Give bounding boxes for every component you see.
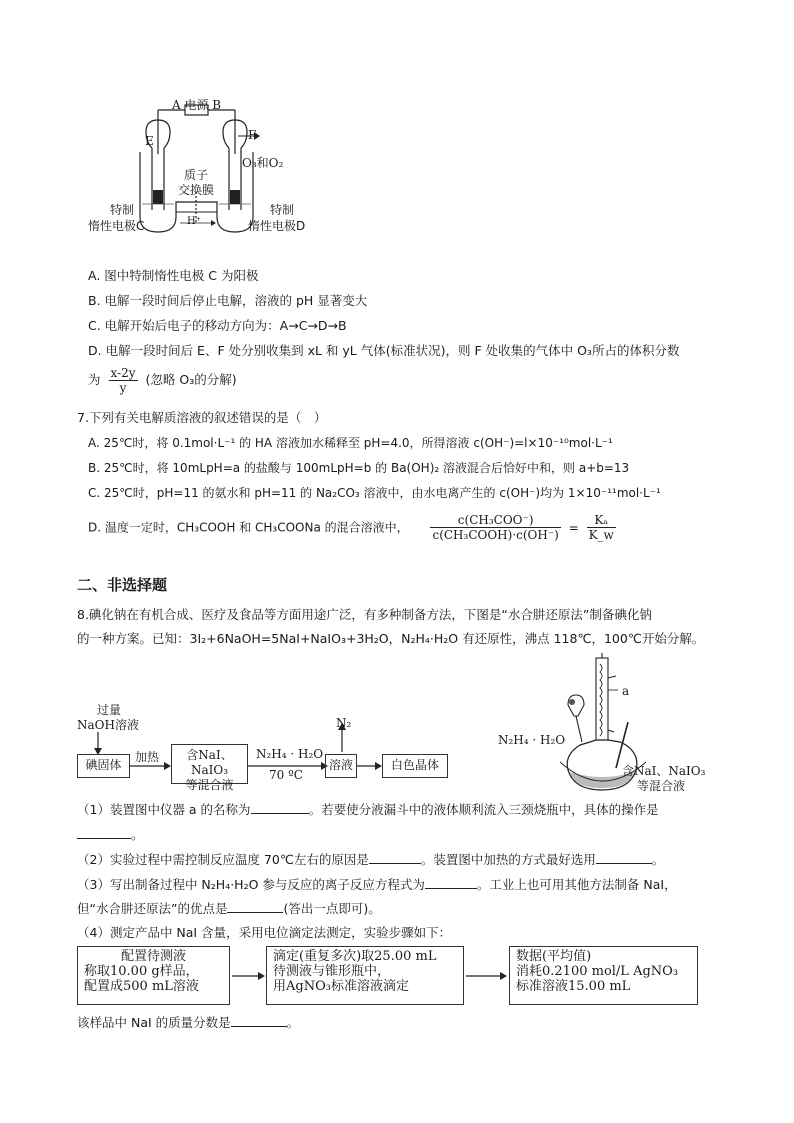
naoh-label-line1: 过量 bbox=[97, 703, 122, 717]
q7-option-b: B. 25℃时，将 10mLpH=a 的盐酸与 100mLpH=b 的 Ba(OH)₂ 溶液混合后恰好中和，则 a+b=13 bbox=[88, 461, 630, 475]
q7-option-d: D. 温度一定时，CH₃COOH 和 CH₃COONa 的混合溶液中， $\frac{\text{c(CH₃COO⁻)}}{\text{c(CH₃COOH)·c(OH⁻)}}$ = $\frac{\text{Kₐ}}{K\_w}$ bbox=[88, 513, 614, 542]
q8-part4: （4）测定产品中 NaI 含量，采用电位滴定法测定，实验步骤如下： bbox=[77, 925, 452, 940]
q7-option-c: C. 25℃时，pH=11 的氨水和 pH=11 的 Na₂CO₃ 溶液中，由水电离产生的 c(OH⁻)均为 1×10⁻¹¹mol·L⁻¹ bbox=[88, 486, 661, 500]
step-data: 数据(平均值) 消耗0.2100 mol/L AgNO₃ 标准溶液15.00 mL bbox=[509, 946, 698, 1005]
heating-label: 加热 bbox=[135, 750, 160, 764]
funnel-reagent-label: N₂H₄ · H₂O bbox=[498, 733, 566, 747]
electrode-c-label-line1: 特制 bbox=[110, 203, 135, 217]
naoh-label-line2: NaOH溶液 bbox=[77, 718, 139, 732]
q6-option-b: B. 电解一段时间后停止电解，溶液的 pH 显著变大 bbox=[88, 293, 368, 308]
q6-option-d-continued: 为 $\frac{x-2y}{y}$ (忽略 O₃的分解) bbox=[88, 366, 237, 395]
outlet-e-label: E bbox=[145, 134, 154, 148]
step-titration: 滴定(重复多次)取25.00 mL 待测液与锥形瓶中， 用AgNO₃标准溶液滴定 bbox=[266, 946, 464, 1005]
q8-intro-line1: 8.碘化钠在有机合成、医疗及食品等方面用途广泛，有多种制备方法，下图是“水合肼还原法”制备碘化钠 bbox=[77, 607, 652, 622]
volume-fraction: $\frac{x-2y}{y}$ bbox=[110, 366, 136, 395]
membrane-label-line2: 交换膜 bbox=[178, 183, 215, 197]
q7-k-ratio: $\frac{\text{Kₐ}}{K\_w}$ bbox=[588, 513, 614, 542]
proton-label: H⁺ bbox=[187, 216, 201, 227]
q6-option-c: C. 电解开始后电子的移动方向为：A→C→D→B bbox=[88, 318, 347, 333]
q7-concentration-ratio: $\frac{\text{c(CH₃COO⁻)}}{\text{c(CH₃COOH)·c(OH⁻)}}$ bbox=[432, 513, 559, 542]
q7-option-a: A. 25℃时，将 0.1mol·L⁻¹ 的 HA 溶液加水稀释至 pH=4.0，所得溶液 c(OH⁻)=l×10⁻¹⁰mol·L⁻¹ bbox=[88, 436, 613, 450]
answer-blank[interactable] bbox=[77, 826, 131, 839]
electrode-d-label-line1: 特制 bbox=[270, 203, 295, 217]
q8-part3-continued: 但“水合肼还原法”的优点是 (答出一点即可)。 bbox=[77, 901, 381, 916]
q8-part1-continued: 。 bbox=[77, 826, 144, 843]
answer-blank[interactable] bbox=[251, 801, 309, 814]
temperature-label: 70 ºC bbox=[269, 768, 303, 782]
q6-option-a: A. 图中特制惰性电极 C 为阳极 bbox=[88, 268, 259, 283]
q8-final-question: 该样品中 NaI 的质量分数是 。 bbox=[77, 1015, 300, 1030]
titration-arrows bbox=[230, 966, 510, 986]
box-white-crystal: 白色晶体 bbox=[382, 754, 448, 778]
hydrazine-label: N₂H₄ · H₂O bbox=[256, 747, 324, 761]
electrode-d-label-line2: 惰性电极D bbox=[248, 219, 306, 233]
answer-blank[interactable] bbox=[231, 1014, 287, 1027]
answer-blank[interactable] bbox=[369, 851, 421, 864]
membrane-label-line1: 质子 bbox=[184, 168, 209, 182]
answer-blank[interactable] bbox=[227, 900, 283, 913]
q6-option-d: D. 电解一段时间后 E、F 处分别收集到 xL 和 yL 气体(标准状况)，则 F 处收集的气体中 O₃所占的体积分数 bbox=[88, 343, 680, 358]
q8-intro-line2: 的一种方案。已知：3I₂+6NaOH=5NaI+NaIO₃+3H₂O，N₂H₄·H₂O 有还原性，沸点 118℃，100℃开始分解。 bbox=[77, 631, 705, 646]
gas-product-label: O₃和O₂ bbox=[242, 156, 284, 170]
box-mixture: 含NaI、NaIO₃ 等混合液 bbox=[171, 744, 248, 784]
nitrogen-label: N₂ bbox=[336, 716, 352, 730]
box-iodine-solid: 碘固体 bbox=[77, 754, 130, 778]
q8-part1: （1）装置图中仪器 a 的名称为 。若要使分液漏斗中的液体顺利流入三颈烧瓶中，具体的操作是 bbox=[77, 802, 659, 817]
q8-part3: （3）写出制备过程中 N₂H₄·H₂O 参与反应的离子反应方程式为 。工业上也可用其他方法制备 NaI， bbox=[77, 877, 677, 892]
flask-mixture-label-line2: 等混合液 bbox=[637, 779, 686, 793]
outlet-f-label: F bbox=[248, 128, 257, 142]
section-heading-nonchoice: 二、非选择题 bbox=[77, 576, 168, 594]
electrode-c-label-line2: 惰性电极C bbox=[88, 219, 145, 233]
answer-blank[interactable] bbox=[596, 851, 652, 864]
answer-blank[interactable] bbox=[425, 876, 477, 889]
condenser-label-a: a bbox=[622, 684, 630, 698]
q8-part2: （2）实验过程中需控制反应温度 70℃左右的原因是 。装置图中加热的方式最好选用 。 bbox=[77, 852, 665, 867]
flask-mixture-label-line1: 含NaI、NaIO₃ bbox=[622, 764, 706, 778]
power-source-label: A 电源 B bbox=[172, 98, 222, 112]
box-solution: 溶液 bbox=[325, 754, 357, 778]
q7-stem: 7.下列有关电解质溶液的叙述错误的是（ ） bbox=[77, 410, 327, 425]
step-prepare-solution: 配置待测液 称取10.00 g样品， 配置成500 mL溶液 bbox=[77, 946, 230, 1005]
